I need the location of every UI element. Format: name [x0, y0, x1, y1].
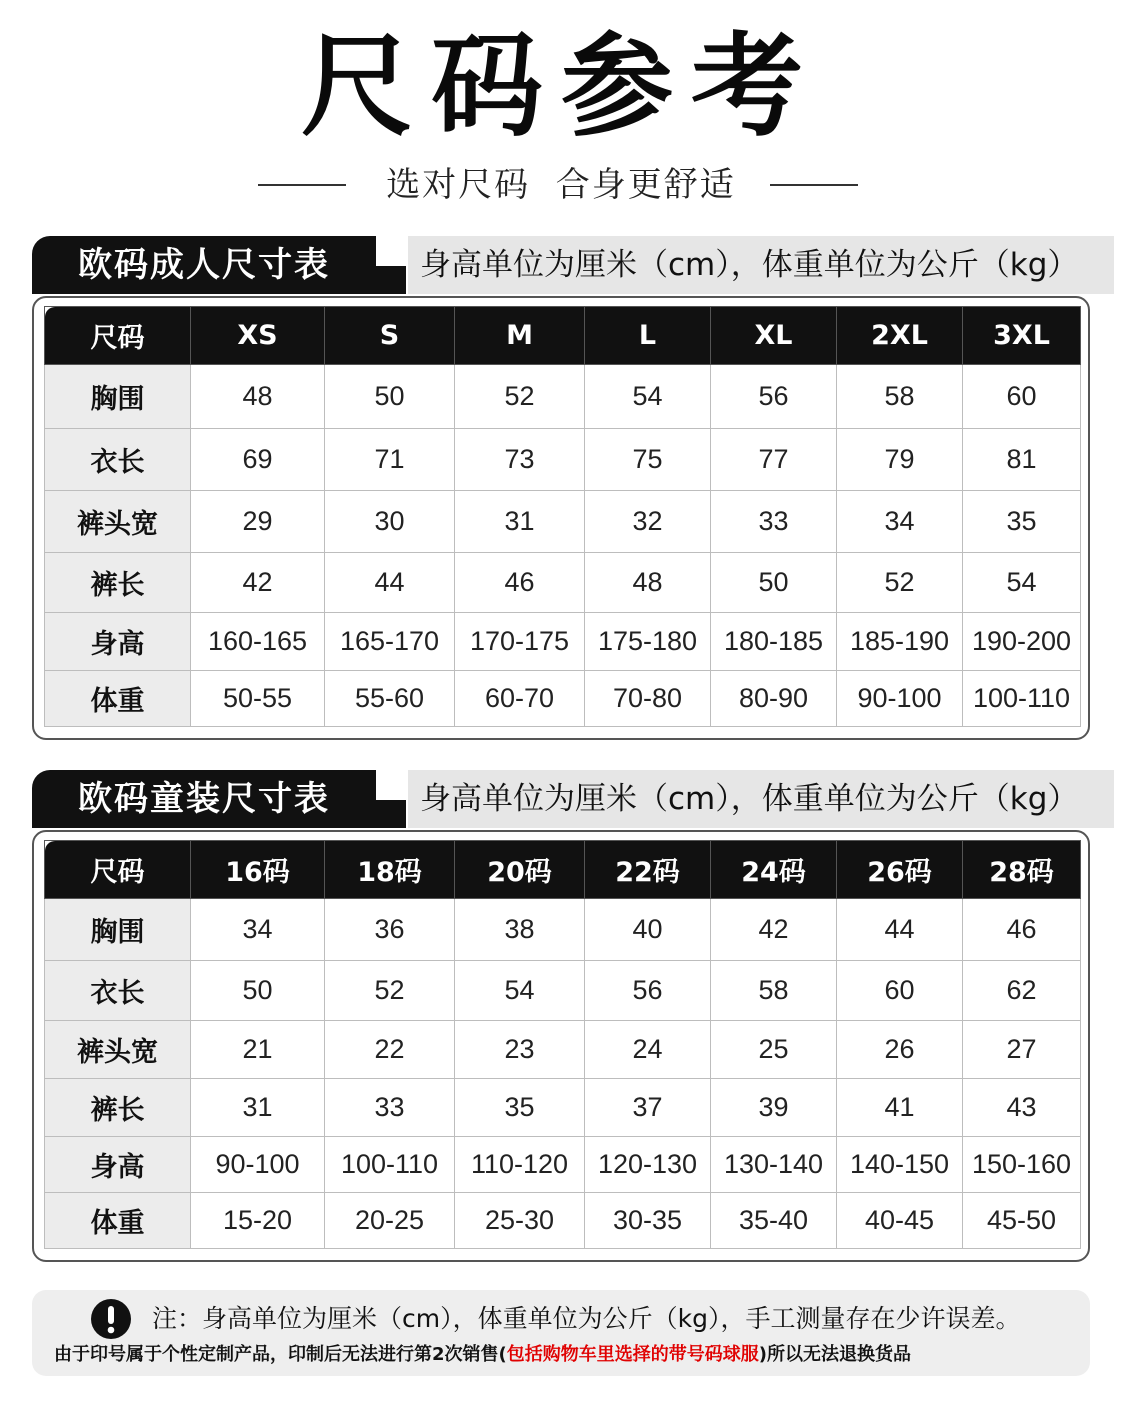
- exclamation-icon: [90, 1298, 132, 1340]
- size-header-label: 尺码: [45, 841, 191, 899]
- disclaimer-text-end: )所以无法退换货品: [758, 1344, 911, 1365]
- table-cell: 40-45: [837, 1193, 963, 1249]
- disclaimer-highlight: 包括购物车里选择的带号码球服: [506, 1344, 759, 1365]
- table-header-row: [45, 307, 1081, 365]
- table-cell: 79: [837, 429, 963, 491]
- table-cell: 90-100: [837, 671, 963, 727]
- row-label: 体重: [45, 671, 191, 727]
- table-cell: 44: [837, 899, 963, 961]
- table-cell: 120-130: [585, 1137, 711, 1193]
- table-cell: 31: [191, 1079, 325, 1137]
- table-cell: 35: [455, 1079, 585, 1137]
- table-row: [45, 553, 1081, 613]
- table-cell: 69: [191, 429, 325, 491]
- table-cell: 50: [325, 365, 455, 429]
- table-cell: 54: [963, 553, 1081, 613]
- table-cell: 39: [711, 1079, 837, 1137]
- table-cell: 81: [963, 429, 1081, 491]
- table-cell: 75: [585, 429, 711, 491]
- table-cell: 48: [585, 553, 711, 613]
- row-label: 裤长: [45, 553, 191, 613]
- table-row: [45, 429, 1081, 491]
- table-cell: 165-170: [325, 613, 455, 671]
- kids-section-header: [32, 770, 1090, 828]
- table-cell: 56: [711, 365, 837, 429]
- table-cell: 22: [325, 1021, 455, 1079]
- kids-table-frame: [32, 830, 1090, 1262]
- row-label: 裤头宽: [45, 1021, 191, 1079]
- table-cell: 36: [325, 899, 455, 961]
- row-label: 裤长: [45, 1079, 191, 1137]
- table-row: [45, 365, 1081, 429]
- table-cell: 54: [455, 961, 585, 1021]
- table-cell: 38: [455, 899, 585, 961]
- table-row: [45, 1137, 1081, 1193]
- size-column-header: 22码: [585, 841, 711, 899]
- subtitle-row: [0, 160, 1122, 210]
- table-cell: 130-140: [711, 1137, 837, 1193]
- row-label: 裤头宽: [45, 491, 191, 553]
- table-cell: 41: [837, 1079, 963, 1137]
- table-cell: 150-160: [963, 1137, 1081, 1193]
- table-cell: 70-80: [585, 671, 711, 727]
- table-cell: 60: [963, 365, 1081, 429]
- table-cell: 54: [585, 365, 711, 429]
- size-column-header: L: [585, 307, 711, 365]
- adult-table-frame: [32, 296, 1090, 740]
- size-column-header: S: [325, 307, 455, 365]
- table-cell: 58: [711, 961, 837, 1021]
- kids-size-table: [44, 840, 1081, 1249]
- table-cell: 185-190: [837, 613, 963, 671]
- size-column-header: 16码: [191, 841, 325, 899]
- table-cell: 170-175: [455, 613, 585, 671]
- table-cell: 90-100: [191, 1137, 325, 1193]
- size-column-header: 2XL: [837, 307, 963, 365]
- table-cell: 44: [325, 553, 455, 613]
- table-row: [45, 613, 1081, 671]
- size-column-header: 18码: [325, 841, 455, 899]
- table-cell: 40: [585, 899, 711, 961]
- table-cell: 15-20: [191, 1193, 325, 1249]
- row-label: 衣长: [45, 429, 191, 491]
- footer-measurement-note: 注：身高单位为厘米（cm），体重单位为公斤（kg），手工测量存在少许误差。: [152, 1304, 1021, 1333]
- adult-tab-foot: [376, 266, 406, 294]
- table-cell: 60-70: [455, 671, 585, 727]
- table-row: [45, 491, 1081, 553]
- table-row: [45, 1021, 1081, 1079]
- table-cell: 45-50: [963, 1193, 1081, 1249]
- table-cell: 23: [455, 1021, 585, 1079]
- adult-size-table: [44, 306, 1081, 727]
- table-cell: 46: [455, 553, 585, 613]
- row-label: 身高: [45, 613, 191, 671]
- kids-tab-foot: [376, 800, 406, 828]
- table-cell: 46: [963, 899, 1081, 961]
- table-cell: 55-60: [325, 671, 455, 727]
- table-cell: 56: [585, 961, 711, 1021]
- table-cell: 33: [711, 491, 837, 553]
- table-row: [45, 899, 1081, 961]
- table-cell: 34: [837, 491, 963, 553]
- table-header-row: [45, 841, 1081, 899]
- adult-section-header: [32, 236, 1090, 294]
- subtitle-divider-right: [770, 184, 858, 186]
- table-cell: 43: [963, 1079, 1081, 1137]
- table-cell: 27: [963, 1021, 1081, 1079]
- row-label: 胸围: [45, 365, 191, 429]
- table-cell: 190-200: [963, 613, 1081, 671]
- row-label: 胸围: [45, 899, 191, 961]
- table-cell: 31: [455, 491, 585, 553]
- table-row: [45, 1193, 1081, 1249]
- table-row: [45, 1079, 1081, 1137]
- table-cell: 160-165: [191, 613, 325, 671]
- table-cell: 71: [325, 429, 455, 491]
- table-cell: 110-120: [455, 1137, 585, 1193]
- table-cell: 30-35: [585, 1193, 711, 1249]
- table-cell: 24: [585, 1021, 711, 1079]
- table-cell: 52: [455, 365, 585, 429]
- table-cell: 58: [837, 365, 963, 429]
- size-header-label: 尺码: [45, 307, 191, 365]
- table-cell: 34: [191, 899, 325, 961]
- subtitle: 选对尺码 合身更舒适: [386, 165, 736, 205]
- table-cell: 50-55: [191, 671, 325, 727]
- table-cell: 180-185: [711, 613, 837, 671]
- size-column-header: 26码: [837, 841, 963, 899]
- table-row: [45, 671, 1081, 727]
- table-cell: 42: [191, 553, 325, 613]
- table-cell: 35-40: [711, 1193, 837, 1249]
- table-cell: 175-180: [585, 613, 711, 671]
- table-cell: 50: [711, 553, 837, 613]
- table-cell: 35: [963, 491, 1081, 553]
- table-cell: 60: [837, 961, 963, 1021]
- kids-section-title: 欧码童装尺寸表: [32, 770, 376, 828]
- table-cell: 100-110: [963, 671, 1081, 727]
- table-cell: 80-90: [711, 671, 837, 727]
- page-title: 尺码参考: [301, 22, 821, 152]
- table-cell: 33: [325, 1079, 455, 1137]
- size-column-header: 20码: [455, 841, 585, 899]
- kids-unit-note: 身高单位为厘米（cm），体重单位为公斤（kg）: [408, 770, 1114, 828]
- size-column-header: XS: [191, 307, 325, 365]
- table-cell: 50: [191, 961, 325, 1021]
- size-column-header: 28码: [963, 841, 1081, 899]
- row-label: 体重: [45, 1193, 191, 1249]
- table-cell: 26: [837, 1021, 963, 1079]
- size-column-header: 3XL: [963, 307, 1081, 365]
- table-cell: 21: [191, 1021, 325, 1079]
- size-column-header: 24码: [711, 841, 837, 899]
- table-cell: 62: [963, 961, 1081, 1021]
- size-column-header: M: [455, 307, 585, 365]
- table-cell: 25: [711, 1021, 837, 1079]
- adult-section-title: 欧码成人尺寸表: [32, 236, 376, 294]
- footer-note-box: [32, 1290, 1090, 1376]
- table-cell: 25-30: [455, 1193, 585, 1249]
- table-cell: 52: [837, 553, 963, 613]
- table-cell: 48: [191, 365, 325, 429]
- table-cell: 37: [585, 1079, 711, 1137]
- table-cell: 42: [711, 899, 837, 961]
- table-cell: 32: [585, 491, 711, 553]
- table-cell: 100-110: [325, 1137, 455, 1193]
- size-column-header: XL: [711, 307, 837, 365]
- table-cell: 29: [191, 491, 325, 553]
- table-cell: 30: [325, 491, 455, 553]
- table-cell: 140-150: [837, 1137, 963, 1193]
- table-row: [45, 961, 1081, 1021]
- row-label: 衣长: [45, 961, 191, 1021]
- table-cell: 73: [455, 429, 585, 491]
- adult-unit-note: 身高单位为厘米（cm），体重单位为公斤（kg）: [408, 236, 1114, 294]
- footer-disclaimer: [54, 1340, 911, 1370]
- table-cell: 52: [325, 961, 455, 1021]
- table-cell: 77: [711, 429, 837, 491]
- row-label: 身高: [45, 1137, 191, 1193]
- table-cell: 20-25: [325, 1193, 455, 1249]
- disclaimer-text-start: 由于印号属于个性定制产品，印制后无法进行第2次销售(: [54, 1344, 507, 1365]
